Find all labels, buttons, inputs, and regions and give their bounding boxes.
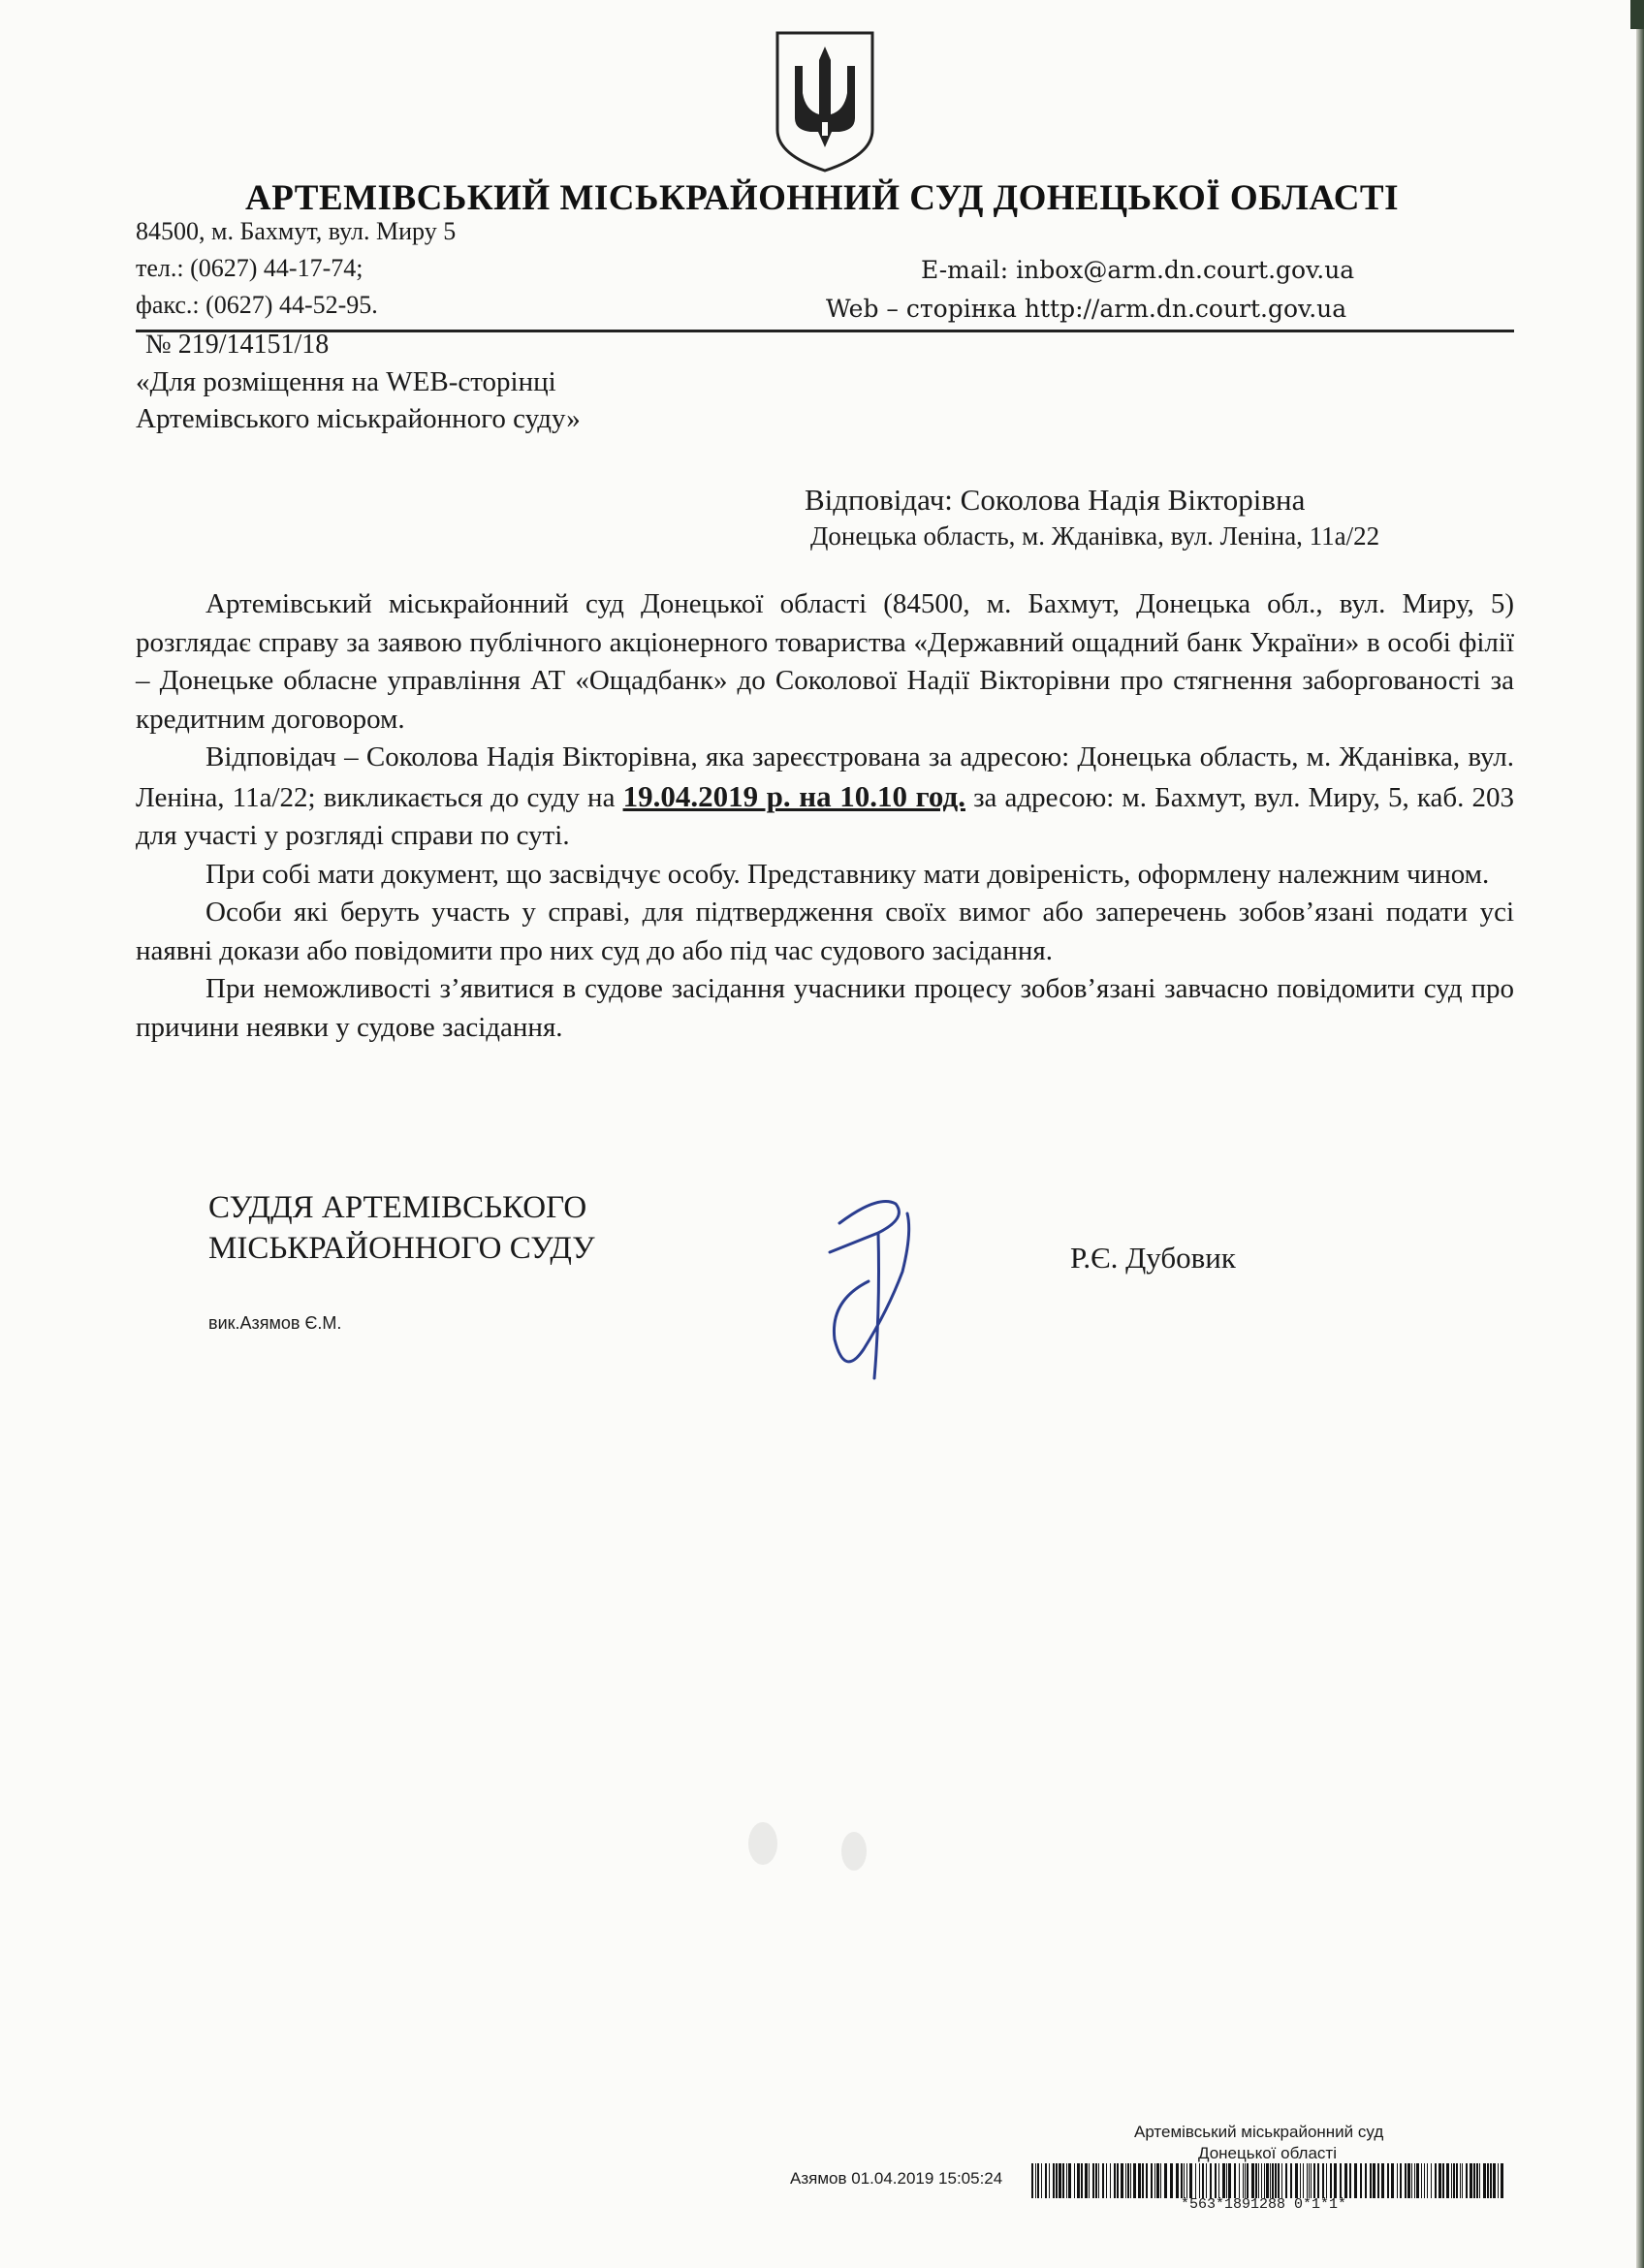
judge-name: Р.Є. Дубовик [1070, 1241, 1236, 1275]
barcode-bar [1473, 2163, 1475, 2198]
barcode-bar [1077, 2163, 1080, 2198]
court-email: E-mail: inbox@arm.dn.court.gov.ua [921, 256, 1355, 284]
court-website: Web – сторінка http://arm.dn.court.gov.ua [826, 295, 1347, 323]
barcode-bar [1202, 2163, 1204, 2198]
barcode-bar [1243, 2163, 1244, 2198]
barcode-bar [1102, 2163, 1104, 2198]
barcode-bar [1275, 2163, 1277, 2198]
barcode-bar [1199, 2163, 1200, 2198]
barcode-bar [1416, 2163, 1419, 2198]
barcode-bar [1281, 2163, 1282, 2198]
barcode-bar [1470, 2163, 1472, 2198]
web-note-line1: «Для розміщення на WEB-сторінці [136, 366, 556, 397]
barcode-bar [1272, 2163, 1274, 2198]
barcode-bar [1121, 2163, 1123, 2198]
barcode-bar [1400, 2163, 1402, 2198]
barcode-bar [1062, 2163, 1064, 2198]
barcode-bar [1066, 2163, 1067, 2198]
barcode-bar [1085, 2163, 1088, 2198]
barcode-bar [1154, 2163, 1155, 2198]
barcode-bar [1117, 2163, 1119, 2198]
notice-body [136, 585, 1514, 1047]
barcode-bar [1170, 2163, 1173, 2198]
barcode-bar [1377, 2163, 1379, 2198]
barcode-bar [1255, 2163, 1257, 2198]
barcode-bar [1303, 2163, 1304, 2198]
barcode-bar [1081, 2163, 1083, 2198]
barcode-bar [1460, 2163, 1461, 2198]
barcode-bar [1049, 2163, 1050, 2198]
barcode-bar [1228, 2163, 1231, 2198]
header-divider [136, 330, 1514, 332]
paragraph-evidence: Особи які беруть участь у справі, для підтвердження своїх вимог або заперечень зобов’язані подати усі наявні докази або повідомити про них суд до або під час судового засідання. [136, 897, 1514, 966]
barcode-bar [1089, 2163, 1090, 2198]
hearing-date: 19.04.2019 р. на 10.10 год. [622, 778, 965, 813]
barcode-bar [1326, 2163, 1327, 2198]
barcode-bar [1456, 2163, 1458, 2198]
barcode-bar [1309, 2163, 1310, 2198]
barcode-bar [1479, 2163, 1480, 2198]
web-note-line2: Артемівського міськрайонного суду» [136, 403, 581, 434]
court-title: АРТЕМІВСЬКИЙ МІСЬКРАЙОННИЙ СУД ДОНЕЦЬКОЇ ОБЛАСТІ [245, 178, 1399, 218]
barcode-bar [1031, 2163, 1033, 2198]
barcode-bar [1127, 2163, 1129, 2198]
barcode-bar [1431, 2163, 1432, 2198]
barcode-bar [1391, 2163, 1394, 2198]
barcode-bar [1466, 2163, 1468, 2198]
barcode-bar [1037, 2163, 1039, 2198]
barcode-bar [1487, 2163, 1489, 2198]
barcode-bar [1414, 2163, 1415, 2198]
barcode-bar [1053, 2163, 1055, 2198]
barcode-bar [1041, 2163, 1042, 2198]
barcode-bar [1251, 2163, 1254, 2198]
barcode-bar [1334, 2163, 1337, 2198]
barcode-bar [1215, 2163, 1217, 2198]
barcode-bar [1349, 2163, 1351, 2198]
barcode-bar [1476, 2163, 1478, 2198]
barcode-bar [1407, 2163, 1410, 2198]
barcode-bar [1427, 2163, 1428, 2198]
paragraph-case: Артемівський міськрайонний суд Донецької області (84500, м. Бахмут, Донецька обл., вул. Миру, 5) розглядає справу за заявою публічного акціонерного товариства «Державний ощадний банк України» в особі філії – Донецьке обласне управління АТ «Ощадбанк» до Соколової Надії Вікторівни про стягнення заборгованості за кредитним договором. [136, 588, 1514, 735]
court-address: 84500, м. Бахмут, вул. Миру 5 [136, 217, 457, 245]
barcode-bar [1344, 2163, 1347, 2198]
barcode-icon [1031, 2163, 1506, 2198]
barcode-bar [1501, 2163, 1503, 2198]
court-fax: факс.: (0627) 44-52-95. [136, 291, 378, 319]
barcode-bar [1354, 2163, 1357, 2198]
barcode-bar [1059, 2163, 1061, 2198]
case-number: № 219/14151/18 [145, 330, 330, 360]
barcode-bar [1151, 2163, 1153, 2198]
barcode-bar [1313, 2163, 1315, 2198]
barcode-bar [1189, 2163, 1192, 2198]
barcode-bar [1370, 2163, 1372, 2198]
barcode-bar [1330, 2163, 1332, 2198]
scan-smudge [841, 1832, 867, 1871]
barcode-bar [1239, 2163, 1240, 2198]
barcode-bar [1074, 2163, 1075, 2198]
registration-stamp: Азямов 01.04.2019 15:05:24 [790, 2169, 1003, 2188]
barcode-bar [1261, 2163, 1262, 2198]
barcode-bar [1462, 2163, 1463, 2198]
barcode-bar [1405, 2163, 1407, 2198]
stamp-court-line2: Донецької області [1198, 2144, 1337, 2162]
barcode-bar [1234, 2163, 1236, 2198]
barcode-bar [1138, 2163, 1141, 2198]
barcode-bar [1453, 2163, 1455, 2198]
barcode-bar [1184, 2163, 1185, 2198]
court-phone: тел.: (0627) 44-17-74; [136, 254, 364, 282]
barcode-bar [1438, 2163, 1441, 2198]
barcode-bar [1133, 2163, 1136, 2198]
barcode-bar [1186, 2163, 1187, 2198]
barcode-bar [1360, 2163, 1362, 2198]
barcode-bar [1307, 2163, 1308, 2198]
respondent-address: Донецька область, м. Жданівка, вул. Леніна, 11а/22 [810, 521, 1380, 551]
barcode-bar [1424, 2163, 1425, 2198]
barcode-bar [1490, 2163, 1492, 2198]
barcode-bar [1125, 2163, 1126, 2198]
barcode-bar [1195, 2163, 1196, 2198]
judge-title-line2: МІСЬКРАЙОННОГО СУДУ [208, 1231, 595, 1266]
barcode-bar [1156, 2163, 1159, 2198]
barcode-bar [1092, 2163, 1094, 2198]
barcode-bar [1290, 2163, 1292, 2198]
barcode-bar [1285, 2163, 1287, 2198]
barcode-bar [1142, 2163, 1144, 2198]
judge-title-line1: СУДДЯ АРТЕМІВСЬКОГО [208, 1190, 587, 1225]
paragraph-absence: При неможливості з’явитися в судове засідання учасники процесу зобов’язані завчасно повідомити суд про причини неявки у судове засідання. [136, 973, 1514, 1043]
barcode-bar [1300, 2163, 1301, 2198]
barcode-bar [1176, 2163, 1179, 2198]
barcode-bar [1068, 2163, 1071, 2198]
barcode-bar [1245, 2163, 1246, 2198]
barcode-bar [1098, 2163, 1099, 2198]
barcode-bar [1498, 2163, 1499, 2198]
barcode-bar [1397, 2163, 1398, 2198]
barcode-bar [1411, 2163, 1412, 2198]
barcode-bar [1130, 2163, 1131, 2198]
barcode-bar [1181, 2163, 1183, 2198]
barcode-bar [1270, 2163, 1271, 2198]
scan-smudge [748, 1822, 777, 1865]
paragraph-summons [136, 739, 1514, 856]
barcode-bar [1493, 2163, 1496, 2198]
barcode-bar [1373, 2163, 1375, 2198]
barcode-bar [1110, 2163, 1111, 2198]
barcode-number: *563*1891288 0*1*1* [1181, 2196, 1347, 2213]
barcode-bar [1365, 2163, 1367, 2198]
barcode-bar [1114, 2163, 1116, 2198]
summons-text-before: Відповідач – Соколова Надія Вікторівна, яка зареєстрована за адресою: Донецька область, м. Жданівка, вул. Леніна, 11а/22; викликається до суду на [136, 741, 1514, 813]
barcode-bar [1317, 2163, 1319, 2198]
barcode-bar [1387, 2163, 1389, 2198]
executor-name: вик.Азямов Є.М. [208, 1313, 342, 1333]
paragraph-documents: При собі мати документ, що засвідчує особу. Представнику мати довіреність, оформлену належним чином. [206, 858, 1490, 890]
barcode-bar [1421, 2163, 1422, 2198]
barcode-bar [1226, 2163, 1227, 2198]
barcode-bar [1222, 2163, 1225, 2198]
barcode-bar [1381, 2163, 1384, 2198]
barcode-bar [1340, 2163, 1342, 2198]
summons-text-after: за адресою: м. Бахмут, вул. Миру, 5, каб. 203 для участі у розгляді справи по суті. [136, 781, 1514, 851]
respondent-name: Відповідач: Соколова Надія Вікторівна [805, 483, 1306, 517]
barcode-bar [1206, 2163, 1207, 2198]
barcode-bar [1210, 2163, 1212, 2198]
barcode-bar [1442, 2163, 1444, 2198]
barcode-bar [1266, 2163, 1269, 2198]
barcode-bar [1483, 2163, 1486, 2198]
barcode-bar [1258, 2163, 1259, 2198]
barcode-bar [1451, 2163, 1452, 2198]
barcode-bar [1146, 2163, 1148, 2198]
barcode-bar [1160, 2163, 1161, 2198]
barcode-bar [1264, 2163, 1265, 2198]
scan-edge [1636, 0, 1644, 2268]
barcode-bar [1035, 2163, 1036, 2198]
barcode-bar [1435, 2163, 1437, 2198]
scan-edge-top [1630, 0, 1644, 29]
barcode-bar [1311, 2163, 1312, 2198]
barcode-bar [1095, 2163, 1097, 2198]
coat-of-arms-icon [772, 29, 878, 173]
barcode-bar [1164, 2163, 1167, 2198]
barcode-bar [1056, 2163, 1058, 2198]
barcode-bar [1295, 2163, 1298, 2198]
barcode-bar [1106, 2163, 1107, 2198]
barcode-bar [1278, 2163, 1280, 2198]
barcode-bar [1322, 2163, 1324, 2198]
barcode-bar [1045, 2163, 1047, 2198]
handwritten-signature-icon [810, 1194, 946, 1398]
barcode-bar [1446, 2163, 1449, 2198]
barcode-bar [1218, 2163, 1219, 2198]
stamp-court-line1: Артемівський міськрайонний суд [1134, 2123, 1384, 2141]
barcode-bar [1247, 2163, 1249, 2198]
